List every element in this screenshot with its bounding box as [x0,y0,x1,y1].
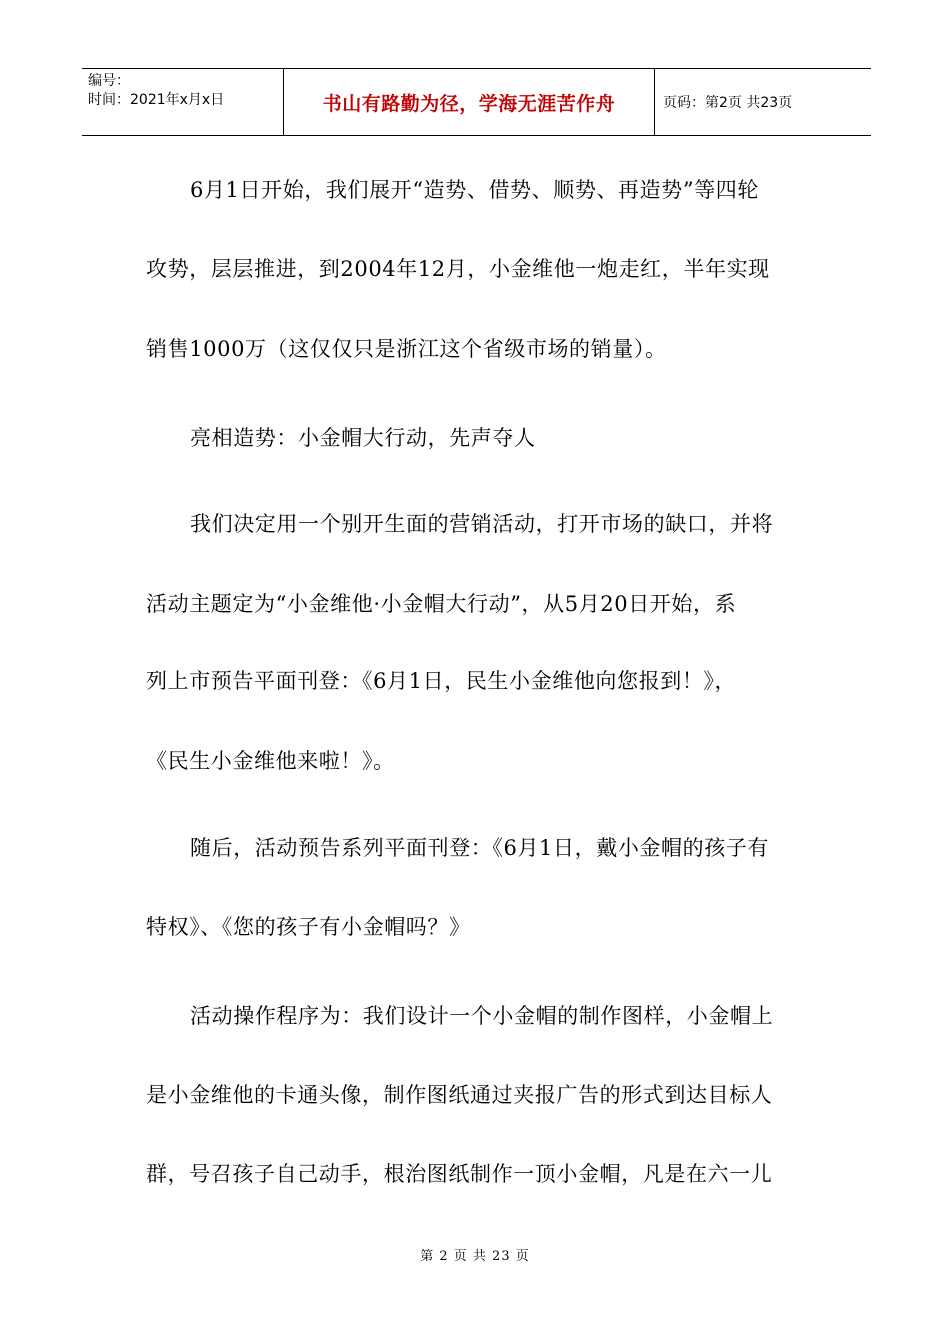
body-line: 我们决定用一个别开生面的营销活动，打开市场的缺口，并将 [190,512,774,536]
header-motto-cell [284,69,655,135]
page-footer: 第 2 页 共 23 页 [420,1249,530,1264]
header-meta-cell [82,69,284,135]
document-date-label: 时间：2021年x月x日 [88,92,225,108]
body-line: 活动主题定为“小金维他·小金帽大行动”，从5月20日开始，系 [146,592,737,616]
header-page-cell [655,69,871,135]
body-line: 6月1日开始，我们展开“造势、借势、顺势、再造势”等四轮 [190,178,759,202]
body-line: 攻势，层层推进，到2004年12月，小金维他一炮走红，半年实现 [146,257,770,281]
body-line: 群，号召孩子自己动手，根治图纸制作一顶小金帽，凡是在六一儿 [146,1162,773,1186]
body-line: 销售1000万（这仅仅只是浙江这个省级市场的销量）。 [146,337,667,361]
body-line: 列上市预告平面刊登：《6月1日，民生小金维他向您报到！》， [146,669,737,693]
body-line: 特权》、《您的孩子有小金帽吗？》 [146,915,471,939]
body-line: 是小金维他的卡通头像，制作图纸通过夹报广告的形式到达目标人 [146,1083,773,1107]
section-heading: 亮相造势：小金帽大行动，先声夺人 [190,426,536,450]
document-header [82,68,871,136]
body-line: 随后，活动预告系列平面刊登：《6月1日，戴小金帽的孩子有 [190,836,770,860]
body-line: 活动操作程序为：我们设计一个小金帽的制作图样，小金帽上 [190,1004,774,1028]
header-motto: 书山有路勤为径，学海无涯苦作舟 [322,92,616,115]
header-page-info: 页码：第2页 共23页 [663,95,793,111]
body-line: 《民生小金维他来啦！》。 [146,749,395,773]
document-number-label: 编号： [88,73,130,89]
